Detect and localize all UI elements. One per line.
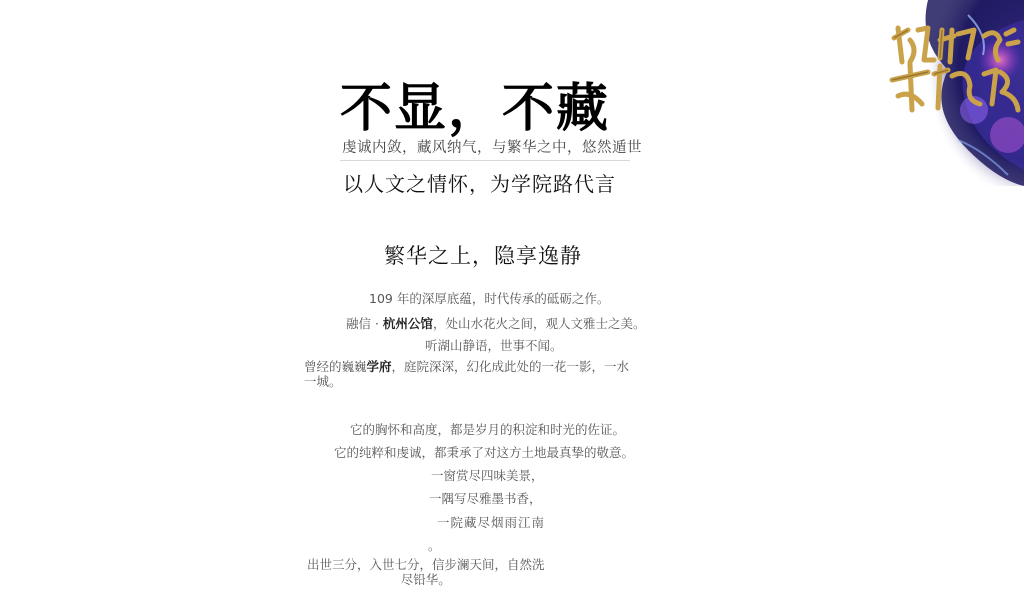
brand-calligraphy-logo (888, 0, 1024, 120)
section-heading: 繁华之上，隐享逸静 (384, 244, 582, 268)
body-line: 它的胸怀和高度，都是岁月的积淀和时光的佐证。 (350, 422, 626, 437)
body-text: 尽铅华。 (400, 572, 451, 587)
body-line: 一院藏尽烟雨江南 (437, 515, 546, 530)
body-text: 曾经的巍巍 (304, 359, 367, 374)
body-line (307, 557, 545, 587)
project-name: 杭州公馆 (382, 316, 433, 331)
body-line: 它的纯粹和虔诚，都秉承了对这方土地最真挚的敬意。 (334, 445, 635, 460)
subtitle-tagline: 虔诚内敛，藏风纳气，与繁华之中，悠然遁世 (342, 140, 642, 156)
body-line: 一窗赏尽四味美景， (431, 468, 544, 483)
body-text: 出世三分，入世七分，信步澜天间，自然洗 (307, 557, 545, 572)
body-line: 109 年的深厚底蕴，时代传承的砥砺之作。 (369, 291, 610, 306)
emphasis-text: 学府 (366, 359, 392, 374)
body-text: ，处山水花火之间，观人文雅士之美。 (432, 316, 646, 331)
page-title: 不显，不藏 (340, 79, 611, 139)
brand-logo (888, 0, 1024, 186)
subtitle-slogan: 以人文之情怀，为学院路代言 (343, 172, 616, 196)
body-line: 听湖山静语，世事不闻。 (425, 338, 563, 353)
body-line: 。 (428, 538, 441, 553)
body-line (304, 359, 629, 389)
body-text: 融信 · (346, 316, 383, 331)
body-line: 一隅写尽雅墨书香， (429, 491, 542, 506)
body-text: 一城。 (304, 374, 342, 389)
body-line (346, 314, 645, 332)
body-text: ，庭院深深，幻化成此处的一花一影，一水 (391, 359, 630, 374)
divider (340, 160, 630, 161)
